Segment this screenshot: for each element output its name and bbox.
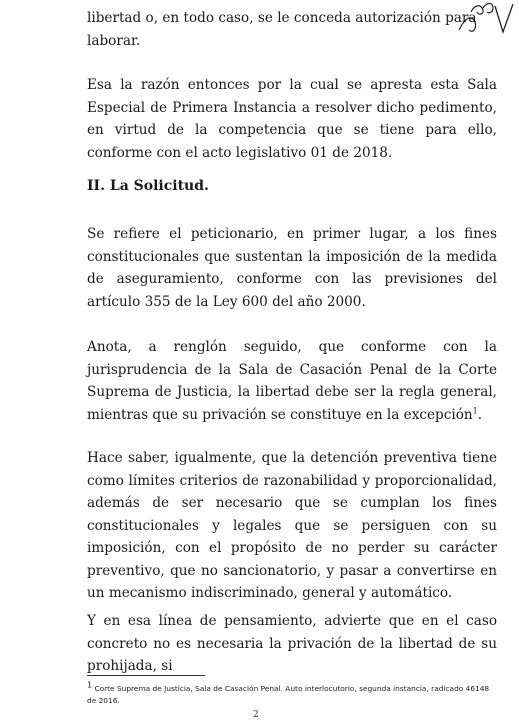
footnote-text: Corte Suprema de Justicia, Sala de Casación Penal. Auto interlocutorio, segunda instancia, radicado 46148 de 2016. [87, 684, 490, 705]
paragraph-3-text: Anota, a renglón seguido, que conforme con la jurisprudencia de la Sala de Casación Penal de la Corte Suprema de Justicia, la libertad debe ser la regla general, mientras que su privación se constituye en la excepción [87, 339, 497, 423]
paragraph-0: libertad o, en todo caso, se le conceda autorización para laborar. [87, 10, 477, 49]
paragraph-3-end: . [477, 406, 483, 423]
paragraph-5: Y en esa línea de pensamiento, advierte que en el caso concreto no es necesaria la privación de la libertad de su prohijada, si [87, 613, 497, 674]
paragraph-4: Hace saber, igualmente, que la detención preventiva tiene como límites criterios de razonabilidad y proporcionalidad, además de ser necesario que se cumplan los fines constitucionales y legales que se persiguen con su imposición, con el propósito de no perder su carácter preventivo, que no sancionatorio, y pasar a convertirse en un mecanismo indiscriminado, general y automático. [87, 450, 497, 601]
page-number: 2 [253, 710, 259, 720]
footnote-number: 1 [87, 680, 93, 690]
paragraph-3 [87, 336, 497, 426]
paragraph-1: Esa la razón entonces por la cual se apresta esta Sala Especial de Primera Instancia a resolver dicho pedimento, en virtud de la competencia que se tiene para ello, conforme con el acto legislativo 01 de 2018. [87, 77, 497, 161]
footnote-divider [87, 675, 205, 676]
footnote-reference[interactable]: 1 [472, 405, 478, 415]
paragraph-2: Se refiere el peticionario, en primer lugar, a los fines constitucionales que sustentan la imposición de la medida de aseguramiento, conforme con las previsiones del artículo 355 de la Ley 600 del año 2000. [87, 226, 497, 310]
section-heading: II. La Solicitud. [87, 178, 209, 194]
footnote [87, 680, 497, 707]
